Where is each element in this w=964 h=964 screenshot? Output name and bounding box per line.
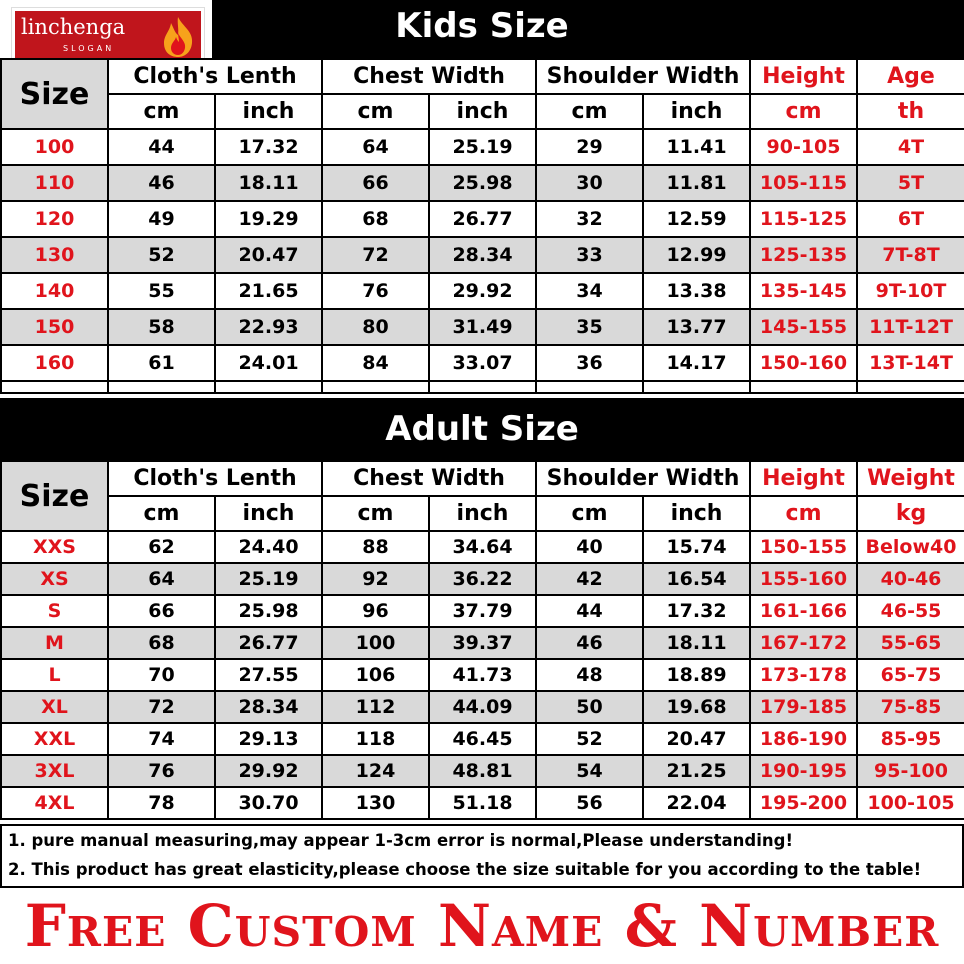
spacer-cell — [750, 381, 857, 393]
group-header: Weight — [857, 461, 964, 496]
table-cell: 76 — [108, 755, 215, 787]
table-cell: 44.09 — [429, 691, 536, 723]
unit-header: cm — [322, 94, 429, 129]
table-cell: 48.81 — [429, 755, 536, 787]
table-cell: 44 — [108, 129, 215, 165]
table-cell: 32 — [536, 201, 643, 237]
table-row — [1, 787, 964, 819]
table-cell: 46-55 — [857, 595, 964, 627]
group-header: Chest Width — [322, 59, 536, 94]
table-cell: 49 — [108, 201, 215, 237]
table-cell: 26.77 — [429, 201, 536, 237]
adult-size-banner — [0, 398, 964, 460]
table-cell: 31.49 — [429, 309, 536, 345]
unit-header: cm — [750, 496, 857, 531]
table-cell: 9T-10T — [857, 273, 964, 309]
unit-header: cm — [750, 94, 857, 129]
table-cell: 26.77 — [215, 627, 322, 659]
table-cell: 25.19 — [215, 563, 322, 595]
table-cell: 64 — [322, 129, 429, 165]
table-cell: 16.54 — [643, 563, 750, 595]
table-cell: 105-115 — [750, 165, 857, 201]
table-cell: 25.98 — [429, 165, 536, 201]
table-cell: 40 — [536, 531, 643, 563]
table-row — [1, 531, 964, 563]
table-cell: 72 — [322, 237, 429, 273]
table-cell: 173-178 — [750, 659, 857, 691]
unit-header: th — [857, 94, 964, 129]
table-cell: 62 — [108, 531, 215, 563]
table-cell: 35 — [536, 309, 643, 345]
table-cell: 29.13 — [215, 723, 322, 755]
size-value: 100 — [1, 129, 108, 165]
table-cell: 92 — [322, 563, 429, 595]
size-value: 160 — [1, 345, 108, 381]
table-cell: 18.11 — [215, 165, 322, 201]
adult-size-table — [0, 460, 964, 820]
table-cell: 13.38 — [643, 273, 750, 309]
table-cell: 19.29 — [215, 201, 322, 237]
table-cell: 50 — [536, 691, 643, 723]
table-row — [1, 563, 964, 595]
unit-header: cm — [322, 496, 429, 531]
table-cell: 195-200 — [750, 787, 857, 819]
table-cell: 54 — [536, 755, 643, 787]
table-cell: 186-190 — [750, 723, 857, 755]
size-value: M — [1, 627, 108, 659]
unit-header: inch — [429, 496, 536, 531]
group-header: Height — [750, 461, 857, 496]
table-row — [1, 345, 964, 381]
group-header: Cloth's Lenth — [108, 461, 322, 496]
unit-header: cm — [536, 496, 643, 531]
table-cell: 18.11 — [643, 627, 750, 659]
spacer-cell — [1, 381, 108, 393]
size-value: S — [1, 595, 108, 627]
table-row — [1, 237, 964, 273]
table-cell: 46 — [536, 627, 643, 659]
table-cell: 90-105 — [750, 129, 857, 165]
table-row — [1, 723, 964, 755]
table-cell: 130 — [322, 787, 429, 819]
group-header: Age — [857, 59, 964, 94]
group-header: Shoulder Width — [536, 461, 750, 496]
table-cell: 42 — [536, 563, 643, 595]
table-row — [1, 273, 964, 309]
table-cell: 11.41 — [643, 129, 750, 165]
measurement-notes — [0, 824, 964, 888]
flame-icon — [159, 15, 197, 59]
group-header: Cloth's Lenth — [108, 59, 322, 94]
note-line: 2. This product has great elasticity,please choose the size suitable for you according to the table! — [8, 860, 922, 879]
size-column-header: Size — [1, 461, 108, 531]
table-cell: 4T — [857, 129, 964, 165]
table-cell: 46 — [108, 165, 215, 201]
table-cell: 100 — [322, 627, 429, 659]
spacer-row — [1, 381, 964, 393]
table-cell: 85-95 — [857, 723, 964, 755]
table-row — [1, 627, 964, 659]
table-cell: 56 — [536, 787, 643, 819]
table-cell: 55-65 — [857, 627, 964, 659]
table-cell: 36 — [536, 345, 643, 381]
table-cell: 112 — [322, 691, 429, 723]
table-cell: 145-155 — [750, 309, 857, 345]
size-value: XL — [1, 691, 108, 723]
size-value: XXS — [1, 531, 108, 563]
table-cell: 68 — [108, 627, 215, 659]
size-value: 140 — [1, 273, 108, 309]
size-value: XXL — [1, 723, 108, 755]
table-cell: 17.32 — [215, 129, 322, 165]
table-row — [1, 595, 964, 627]
table-cell: 125-135 — [750, 237, 857, 273]
table-cell: 25.19 — [429, 129, 536, 165]
table-cell: 7T-8T — [857, 237, 964, 273]
table-cell: 51.18 — [429, 787, 536, 819]
table-row — [1, 129, 964, 165]
table-cell: 12.59 — [643, 201, 750, 237]
unit-header: inch — [215, 496, 322, 531]
size-value: 110 — [1, 165, 108, 201]
table-cell: 100-105 — [857, 787, 964, 819]
table-row — [1, 659, 964, 691]
table-cell: 30 — [536, 165, 643, 201]
table-cell: 40-46 — [857, 563, 964, 595]
table-cell: 6T — [857, 201, 964, 237]
group-header: Shoulder Width — [536, 59, 750, 94]
table-cell: 74 — [108, 723, 215, 755]
table-row — [1, 755, 964, 787]
table-cell: 115-125 — [750, 201, 857, 237]
table-cell: 65-75 — [857, 659, 964, 691]
table-cell: 64 — [108, 563, 215, 595]
table-cell: 80 — [322, 309, 429, 345]
unit-row — [1, 94, 964, 129]
table-cell: 34 — [536, 273, 643, 309]
unit-header: cm — [536, 94, 643, 129]
spacer-cell — [536, 381, 643, 393]
spacer-cell — [108, 381, 215, 393]
size-value: 130 — [1, 237, 108, 273]
table-cell: 150-160 — [750, 345, 857, 381]
table-row — [1, 201, 964, 237]
table-cell: 19.68 — [643, 691, 750, 723]
table-cell: 46.45 — [429, 723, 536, 755]
table-cell: Below40 — [857, 531, 964, 563]
size-value: 120 — [1, 201, 108, 237]
table-cell: 28.34 — [215, 691, 322, 723]
unit-header: inch — [643, 94, 750, 129]
table-cell: 150-155 — [750, 531, 857, 563]
spacer-cell — [857, 381, 964, 393]
table-cell: 29.92 — [215, 755, 322, 787]
table-cell: 179-185 — [750, 691, 857, 723]
table-cell: 33.07 — [429, 345, 536, 381]
table-cell: 37.79 — [429, 595, 536, 627]
table-cell: 29 — [536, 129, 643, 165]
table-cell: 58 — [108, 309, 215, 345]
table-cell: 70 — [108, 659, 215, 691]
group-header: Chest Width — [322, 461, 536, 496]
table-cell: 36.22 — [429, 563, 536, 595]
table-cell: 20.47 — [215, 237, 322, 273]
size-value: XS — [1, 563, 108, 595]
header-row — [1, 59, 964, 94]
table-cell: 61 — [108, 345, 215, 381]
table-cell: 33 — [536, 237, 643, 273]
spacer-cell — [429, 381, 536, 393]
table-cell: 17.32 — [643, 595, 750, 627]
table-cell: 21.65 — [215, 273, 322, 309]
table-cell: 30.70 — [215, 787, 322, 819]
unit-header: kg — [857, 496, 964, 531]
logo-name: linchenga — [21, 15, 126, 39]
unit-header: cm — [108, 94, 215, 129]
table-cell: 18.89 — [643, 659, 750, 691]
size-value: 4XL — [1, 787, 108, 819]
spacer-cell — [643, 381, 750, 393]
unit-header: cm — [108, 496, 215, 531]
table-cell: 28.34 — [429, 237, 536, 273]
table-cell: 66 — [108, 595, 215, 627]
logo-slogan: SLOGAN — [63, 44, 115, 53]
table-cell: 21.25 — [643, 755, 750, 787]
table-cell: 66 — [322, 165, 429, 201]
table-row — [1, 691, 964, 723]
kids-size-table — [0, 58, 964, 394]
table-cell: 72 — [108, 691, 215, 723]
table-cell: 15.74 — [643, 531, 750, 563]
table-cell: 167-172 — [750, 627, 857, 659]
table-cell: 161-166 — [750, 595, 857, 627]
table-cell: 24.40 — [215, 531, 322, 563]
adult-size-title: Adult Size — [385, 409, 579, 449]
table-cell: 25.98 — [215, 595, 322, 627]
table-cell: 96 — [322, 595, 429, 627]
size-value: 3XL — [1, 755, 108, 787]
size-value: 150 — [1, 309, 108, 345]
table-cell: 190-195 — [750, 755, 857, 787]
table-cell: 22.93 — [215, 309, 322, 345]
table-cell: 29.92 — [429, 273, 536, 309]
spacer-cell — [215, 381, 322, 393]
header-row — [1, 461, 964, 496]
table-cell: 68 — [322, 201, 429, 237]
table-cell: 34.64 — [429, 531, 536, 563]
table-cell: 52 — [108, 237, 215, 273]
table-cell: 118 — [322, 723, 429, 755]
table-row — [1, 309, 964, 345]
table-cell: 44 — [536, 595, 643, 627]
table-cell: 39.37 — [429, 627, 536, 659]
table-cell: 24.01 — [215, 345, 322, 381]
unit-row — [1, 496, 964, 531]
note-line: 1. pure manual measuring,may appear 1-3cm error is normal,Please understanding! — [8, 831, 793, 850]
table-cell: 20.47 — [643, 723, 750, 755]
table-cell: 27.55 — [215, 659, 322, 691]
table-cell: 106 — [322, 659, 429, 691]
table-cell: 124 — [322, 755, 429, 787]
table-cell: 41.73 — [429, 659, 536, 691]
kids-size-title: Kids Size — [395, 6, 569, 46]
size-value: L — [1, 659, 108, 691]
table-cell: 5T — [857, 165, 964, 201]
table-cell: 75-85 — [857, 691, 964, 723]
table-cell: 11T-12T — [857, 309, 964, 345]
table-cell: 52 — [536, 723, 643, 755]
table-cell: 11.81 — [643, 165, 750, 201]
table-cell: 95-100 — [857, 755, 964, 787]
table-cell: 155-160 — [750, 563, 857, 595]
table-cell: 12.99 — [643, 237, 750, 273]
table-cell: 13.77 — [643, 309, 750, 345]
table-row — [1, 165, 964, 201]
size-column-header: Size — [1, 59, 108, 129]
unit-header: inch — [643, 496, 750, 531]
unit-header: inch — [429, 94, 536, 129]
table-cell: 84 — [322, 345, 429, 381]
table-cell: 48 — [536, 659, 643, 691]
promo-banner: Free Custom Name & Number — [24, 892, 940, 960]
unit-header: inch — [215, 94, 322, 129]
table-cell: 14.17 — [643, 345, 750, 381]
table-cell: 78 — [108, 787, 215, 819]
table-cell: 88 — [322, 531, 429, 563]
group-header: Height — [750, 59, 857, 94]
table-cell: 135-145 — [750, 273, 857, 309]
table-cell: 76 — [322, 273, 429, 309]
table-cell: 22.04 — [643, 787, 750, 819]
spacer-cell — [322, 381, 429, 393]
table-cell: 13T-14T — [857, 345, 964, 381]
table-cell: 55 — [108, 273, 215, 309]
